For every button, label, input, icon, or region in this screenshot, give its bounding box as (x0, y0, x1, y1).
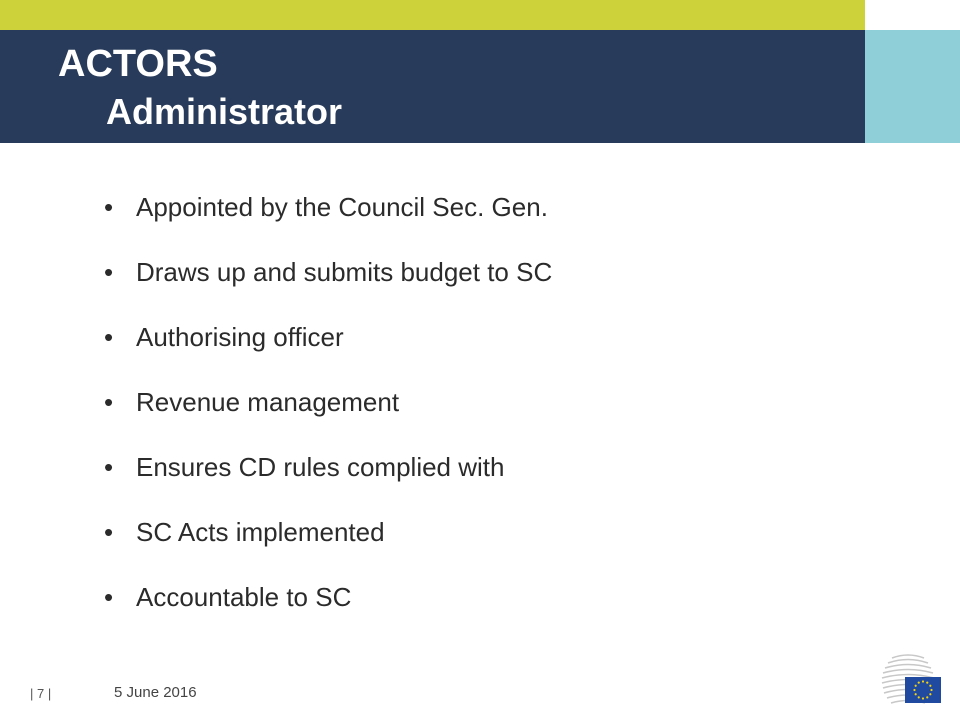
footer-date: 5 June 2016 (114, 684, 197, 701)
eu-star-icon (926, 682, 928, 684)
bullet-list (104, 186, 552, 641)
bullet-text: Accountable to SC (136, 582, 352, 612)
side-accent-band (865, 30, 960, 143)
eu-star-icon (929, 685, 931, 687)
eu-star-icon (926, 696, 928, 698)
top-accent-band (0, 0, 865, 30)
bullet-item (104, 446, 552, 511)
bullet-text: SC Acts implemented (136, 517, 385, 547)
eu-star-icon (918, 682, 920, 684)
eu-star-icon (922, 680, 924, 682)
bullet-text: Draws up and submits budget to SC (136, 257, 553, 287)
bullet-item (104, 511, 552, 576)
bullet-glyph: • (104, 517, 114, 547)
page-number: | 7 | (30, 686, 52, 701)
bullet-glyph: • (104, 452, 114, 482)
bullet-glyph: • (104, 257, 114, 287)
eu-star-icon (918, 696, 920, 698)
bullet-item (104, 251, 552, 316)
bullet-text: Appointed by the Council Sec. Gen. (136, 192, 548, 222)
bullet-item (104, 576, 552, 641)
eu-star-icon (915, 693, 917, 695)
bullet-text: Authorising officer (136, 322, 344, 352)
bullet-glyph: • (104, 322, 114, 352)
bullet-item (104, 316, 552, 381)
bullet-item (104, 381, 552, 446)
bullet-text: Revenue management (136, 387, 400, 417)
council-logo-icon (878, 650, 950, 708)
slide-subtitle: Administrator (106, 91, 343, 132)
bullet-glyph: • (104, 192, 114, 222)
eu-star-icon (930, 689, 932, 691)
bullet-text: Ensures CD rules complied with (136, 452, 505, 482)
bullet-item (104, 186, 552, 251)
eu-star-icon (929, 693, 931, 695)
eu-star-icon (913, 689, 915, 691)
bullet-glyph: • (104, 387, 114, 417)
eu-star-icon (915, 685, 917, 687)
slide-title: ACTORS (58, 43, 218, 85)
bullet-glyph: • (104, 582, 114, 612)
eu-star-icon (922, 697, 924, 699)
